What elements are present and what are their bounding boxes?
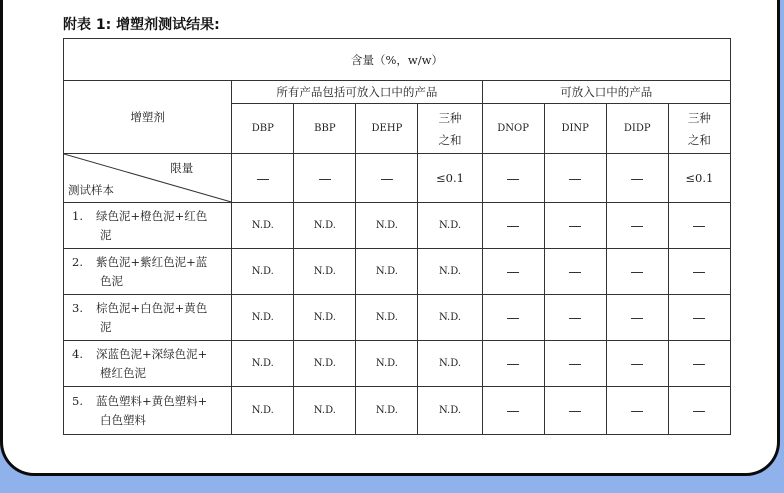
dash-value [668, 249, 730, 295]
limit-sum-all: ≤0.1 [418, 154, 482, 203]
sample-name: 2. 紫色泥+紫红色泥+蓝 色泥 [64, 249, 232, 295]
col-dnop: DNOP [482, 104, 544, 154]
dash-value [668, 203, 730, 249]
col-dehp: DEHP [356, 104, 418, 154]
table-row [64, 387, 731, 435]
table-title: 附表 1: 增塑剂测试结果: [63, 17, 220, 33]
nd-value: N.D. [294, 203, 356, 249]
col-sum-all [418, 104, 482, 154]
limit-dash [294, 154, 356, 203]
dash-value [668, 341, 730, 387]
dash-value [544, 249, 606, 295]
col-dinp: DINP [544, 104, 606, 154]
plasticizer-header: 增塑剂 [64, 81, 232, 154]
nd-value: N.D. [356, 249, 418, 295]
diagonal-header-cell [64, 154, 232, 203]
dash-value [668, 387, 730, 435]
limit-dash [482, 154, 544, 203]
col-sum-mouth [668, 104, 730, 154]
limit-dash [544, 154, 606, 203]
group-all-header: 所有产品包括可放入口中的产品 [232, 81, 482, 104]
dash-value [482, 387, 544, 435]
limit-dash [232, 154, 294, 203]
dash-value [606, 203, 668, 249]
nd-value: N.D. [232, 387, 294, 435]
sample-name: 3. 棕色泥+白色泥+黄色 泥 [64, 295, 232, 341]
dash-value [544, 203, 606, 249]
nd-value: N.D. [418, 203, 482, 249]
nd-value: N.D. [356, 387, 418, 435]
col-sum-mouth-line1: 三种 [687, 110, 711, 125]
col-sum-all-line1: 三种 [438, 110, 462, 125]
sample-name: 4. 深蓝色泥+深绿色泥+ 橙红色泥 [64, 341, 232, 387]
dash-value [606, 249, 668, 295]
results-table [63, 38, 731, 435]
nd-value: N.D. [356, 341, 418, 387]
col-didp: DIDP [606, 104, 668, 154]
nd-value: N.D. [294, 341, 356, 387]
nd-value: N.D. [418, 341, 482, 387]
nd-value: N.D. [232, 249, 294, 295]
limit-sum-mouth: ≤0.1 [668, 154, 730, 203]
nd-value: N.D. [294, 295, 356, 341]
dash-value [482, 249, 544, 295]
sample-name: 5. 蓝色塑料+黄色塑料+ 白色塑料 [64, 387, 232, 435]
dash-value [544, 387, 606, 435]
col-sum-mouth-line2: 之和 [687, 132, 711, 147]
limit-dash [606, 154, 668, 203]
nd-value: N.D. [418, 295, 482, 341]
nd-value: N.D. [232, 341, 294, 387]
dash-value [668, 295, 730, 341]
dash-value [606, 387, 668, 435]
dash-value [606, 295, 668, 341]
nd-value: N.D. [232, 295, 294, 341]
dash-value [544, 295, 606, 341]
nd-value: N.D. [418, 249, 482, 295]
dash-value [482, 295, 544, 341]
table-row [64, 249, 731, 295]
dash-value [606, 341, 668, 387]
sample-label: 测试样本 [68, 183, 114, 197]
table-row [64, 203, 731, 249]
dash-value [544, 341, 606, 387]
nd-value: N.D. [294, 387, 356, 435]
col-dbp: DBP [232, 104, 294, 154]
sample-name: 1. 绿色泥+橙色泥+红色 泥 [64, 203, 232, 249]
table-row [64, 295, 731, 341]
content-header: 含量（%，w/w） [64, 39, 731, 81]
group-mouth-header: 可放入口中的产品 [482, 81, 730, 104]
limit-dash [356, 154, 418, 203]
col-bbp: BBP [294, 104, 356, 154]
table-row [64, 341, 731, 387]
limit-label: 限量 [170, 161, 194, 175]
nd-value: N.D. [418, 387, 482, 435]
dash-value [482, 341, 544, 387]
col-sum-all-line2: 之和 [438, 132, 462, 147]
dash-value [482, 203, 544, 249]
nd-value: N.D. [232, 203, 294, 249]
nd-value: N.D. [356, 203, 418, 249]
nd-value: N.D. [294, 249, 356, 295]
nd-value: N.D. [356, 295, 418, 341]
